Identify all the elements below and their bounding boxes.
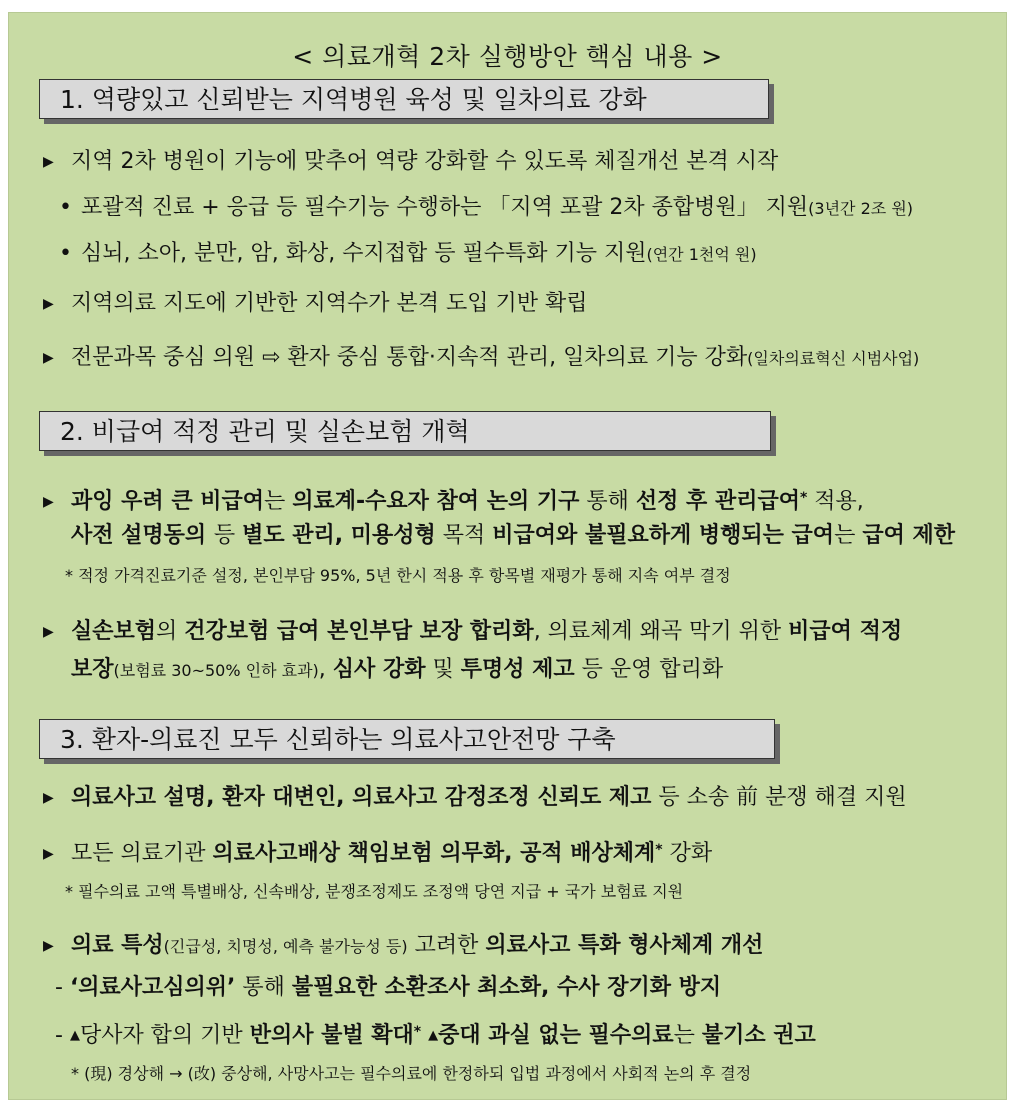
s2-bullet-2-line-1: ▶ 실손보험의 건강보험 급여 본인부담 보장 합리화, 의료체계 왜곡 막기 위한 비급여 적정: [43, 617, 902, 647]
triangle-bullet-icon: ▶: [43, 846, 54, 862]
up-triangle-icon: ▲: [428, 1028, 439, 1043]
triangle-bullet-icon: ▶: [43, 624, 54, 640]
s3-sub-2: - ▲당사자 합의 기반 반의사 불벌 확대* ▲중대 과실 없는 필수의료는 불기소 권고: [55, 1023, 816, 1048]
content-panel: [8, 12, 1007, 1100]
triangle-bullet-icon: ▶: [43, 790, 54, 806]
s2-footnote-1: * 적정 가격진료기준 설정, 본인부담 95%, 5년 한시 적용 후 항목별 재평가 통해 지속 여부 결정: [65, 566, 731, 585]
dot-bullet-icon: •: [59, 195, 72, 220]
dot-bullet-icon: •: [59, 241, 72, 266]
page-title: < 의료개혁 2차 실행방안 핵심 내용 >: [292, 42, 723, 71]
s2-bullet-2-line-2: 보장(보험료 30~50% 인하 효과), 심사 강화 및 투명성 제고 등 운영 합리화: [71, 657, 724, 682]
s1-sub-1: • 포괄적 진료 + 응급 등 필수기능 수행하는 「지역 포괄 2차 종합병원」 지원(3년간 2조 원): [59, 193, 913, 224]
s1-bullet-3: ▶ 전문과목 중심 의원 ⇨ 환자 중심 통합·지속적 관리, 일차의료 기능 강화(일차의료혁신 시범사업): [43, 343, 919, 374]
triangle-bullet-icon: ▶: [43, 494, 54, 510]
s1-sub-2: • 심뇌, 소아, 분만, 암, 화상, 수지접합 등 필수특화 기능 지원(연간 1천억 원): [59, 239, 757, 270]
s3-bullet-1: ▶ 의료사고 설명, 환자 대변인, 의료사고 감정조정 신뢰도 제고 등 소송 前 분쟁 해결 지원: [43, 783, 907, 813]
s1-bullet-1: ▶ 지역 2차 병원이 기능에 맞추어 역량 강화할 수 있도록 체질개선 본격 시작: [43, 147, 778, 177]
s3-sub-1: - ‘의료사고심의위’ 통해 불필요한 소환조사 최소화, 수사 장기화 방지: [55, 975, 722, 1000]
up-triangle-icon: ▲: [69, 1028, 80, 1043]
section-2-header: 2. 비급여 적정 관리 및 실손보험 개혁: [39, 411, 771, 451]
section-3-header: 3. 환자-의료진 모두 신뢰하는 의료사고안전망 구축: [39, 719, 775, 759]
s3-bullet-2: ▶ 모든 의료기관 의료사고배상 책임보험 의무화, 공적 배상체계* 강화: [43, 835, 712, 869]
s2-bullet-1-line-1: ▶ 과잉 우려 큰 비급여는 의료계-수요자 참여 논의 기구 통해 선정 후 관리급여* 적용,: [43, 483, 864, 517]
triangle-bullet-icon: ▶: [43, 296, 54, 312]
triangle-bullet-icon: ▶: [43, 938, 54, 954]
s1-bullet-2: ▶ 지역의료 지도에 기반한 지역수가 본격 도입 기반 확립: [43, 289, 588, 319]
triangle-bullet-icon: ▶: [43, 350, 54, 366]
section-1-header: 1. 역량있고 신뢰받는 지역병원 육성 및 일차의료 강화: [39, 79, 769, 119]
s3-footnote-1: * 필수의료 고액 특별배상, 신속배상, 분쟁조정제도 조정액 당연 지급 + 국가 보험료 지원: [65, 882, 684, 901]
triangle-bullet-icon: ▶: [43, 154, 54, 170]
s3-footnote-2: * (現) 경상해 → (改) 중상해, 사망사고는 필수의료에 한정하되 입법 과정에서 사회적 논의 후 결정: [71, 1064, 752, 1083]
s2-bullet-1-line-2: 사전 설명동의 등 별도 관리, 미용성형 목적 비급여와 불필요하게 병행되는 급여는 급여 제한: [71, 523, 955, 548]
s3-bullet-3: ▶ 의료 특성(긴급성, 치명성, 예측 불가능성 등) 고려한 의료사고 특화 형사체계 개선: [43, 931, 763, 962]
